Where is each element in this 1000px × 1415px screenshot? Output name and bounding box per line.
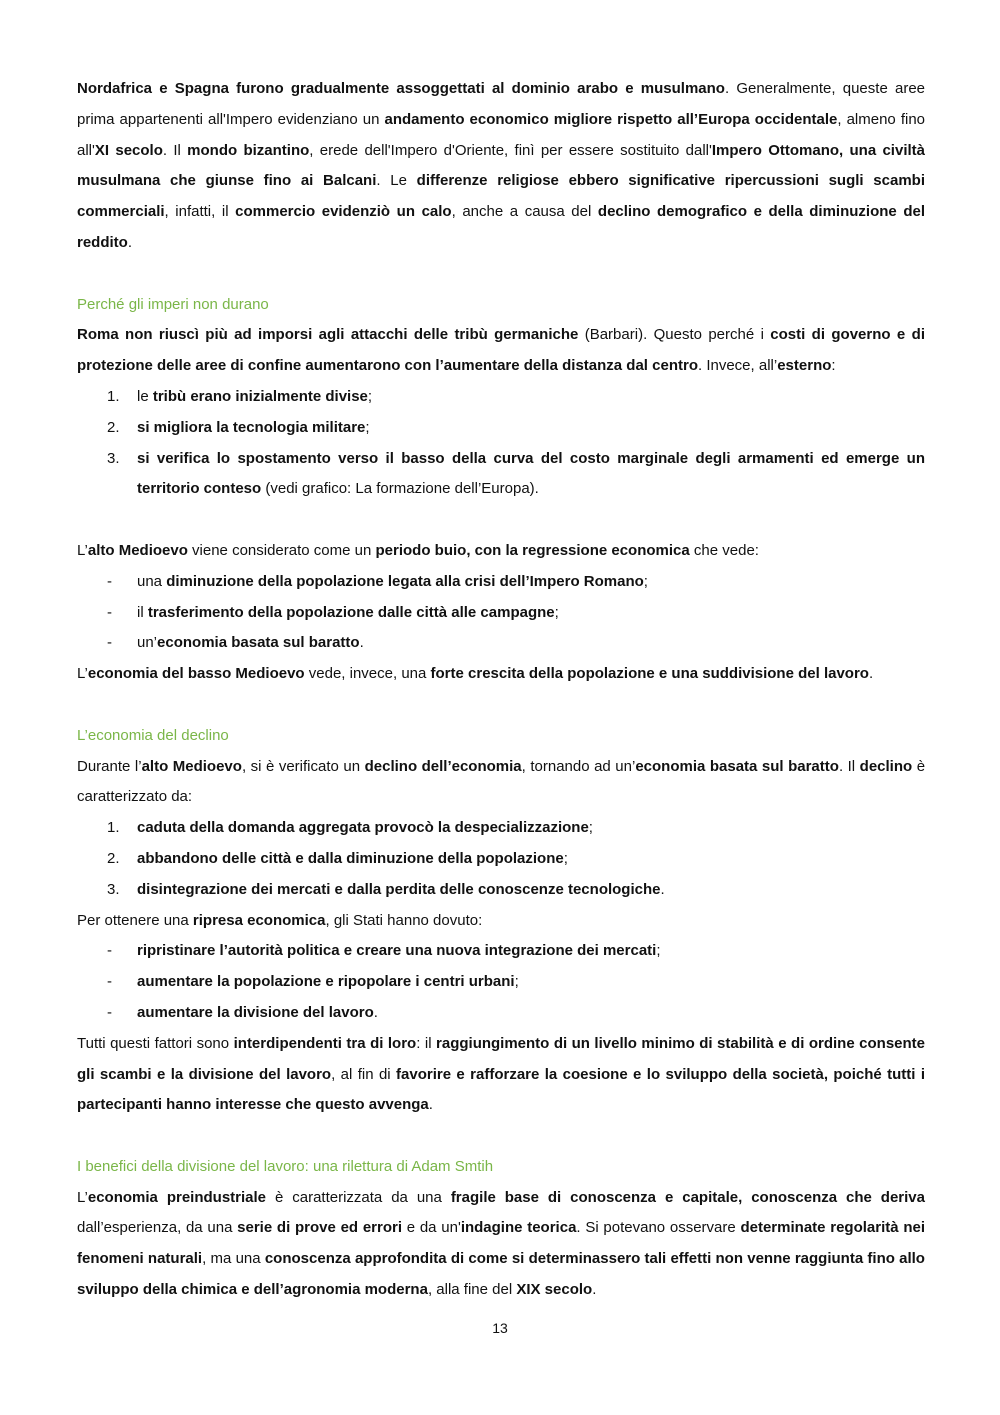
list-marker: 2. <box>107 849 120 867</box>
text-run: è caratterizzato da: <box>77 757 926 806</box>
text-run: . <box>373 1003 378 1021</box>
text-run: ; <box>656 942 661 960</box>
bold-text: indagine teorica <box>460 1219 577 1237</box>
list-marker: - <box>107 942 112 960</box>
bold-text: alto Medioevo <box>141 757 242 775</box>
bold-text: aumentare la divisione del lavoro <box>137 1003 374 1021</box>
list-item <box>77 813 925 844</box>
list-marker: - <box>107 572 112 590</box>
bold-text: Impero Ottomano, una civiltà musulmana che giunse fino ai Balcani <box>77 141 925 190</box>
text-run: . <box>428 1096 433 1114</box>
text-run: , anche a causa del <box>451 203 598 221</box>
bold-text: costi di governo e di protezione delle aree di confine aumentarono con l’aumentare della distanza dal centro <box>77 326 925 375</box>
list-marker: 1. <box>107 819 120 837</box>
document-body <box>77 74 925 1306</box>
bold-text: commercio evidenziò un calo <box>235 203 452 221</box>
list-marker: - <box>107 603 112 621</box>
bold-text: XIX secolo <box>516 1281 593 1299</box>
text-run: viene considerato come un <box>187 541 376 559</box>
text-run: . Si potevano osservare <box>576 1219 741 1237</box>
list-marker: - <box>107 634 112 652</box>
bold-text: economia basata sul baratto <box>157 634 360 652</box>
text-run: . <box>127 233 133 251</box>
text-run: che vede: <box>689 541 759 559</box>
bullet-list <box>77 936 925 1028</box>
text-run: ; <box>514 973 519 991</box>
paragraph-spacer <box>77 259 925 290</box>
bold-text: forte crescita della popolazione e una suddivisione del lavoro <box>430 665 869 683</box>
section-heading: Perché gli imperi non durano <box>77 295 269 313</box>
list-item <box>77 967 925 998</box>
bold-text: caduta della domanda aggregata provocò la despecializzazione <box>137 819 589 837</box>
bold-text: mondo bizantino <box>187 141 310 159</box>
text-run: , infatti, il <box>164 203 236 221</box>
text-run: . Generalmente, queste aree prima appartenenti all'Impero evidenziano un <box>77 80 926 128</box>
paragraph <box>77 320 925 382</box>
bold-text: declino dell’economia <box>364 757 522 775</box>
list-marker: 3. <box>107 880 120 898</box>
text-run: ; <box>367 387 373 405</box>
bold-text: abbandono delle città e dalla diminuzione della popolazione <box>137 849 564 867</box>
bold-text: economia preindustriale <box>87 1188 267 1206</box>
text-run: , si è verificato un <box>241 757 365 775</box>
text-run: (vedi grafico: La formazione dell’Europa). <box>261 480 539 498</box>
bold-text: ripresa economica <box>192 911 326 929</box>
bold-text: serie di prove ed errori <box>237 1219 403 1237</box>
bold-text: periodo buio, con la regressione economica <box>375 541 690 559</box>
text-run: , almeno fino all' <box>77 110 925 159</box>
paragraph <box>77 1183 925 1306</box>
bold-text: economia del basso Medioevo <box>87 665 305 683</box>
bold-text: raggiungimento di un livello minimo di stabilità e di ordine consente gli scambi e la divisione del lavoro <box>77 1034 926 1083</box>
section-heading: I benefici della divisione del lavoro: una rilettura di Adam Smtih <box>77 1157 494 1175</box>
bold-text: si migliora la tecnologia militare <box>137 418 366 436</box>
text-run: ; <box>563 849 568 867</box>
list-item <box>77 382 925 413</box>
text-run: ; <box>365 418 370 436</box>
text-run: , gli Stati hanno dovuto: <box>325 911 483 929</box>
text-run: e da un' <box>402 1219 461 1237</box>
bold-text: alto Medioevo <box>87 541 188 559</box>
bold-text: XI secolo <box>94 141 163 159</box>
paragraph <box>77 536 925 567</box>
text-run: Tutti questi fattori sono <box>77 1034 234 1052</box>
text-run: un’ <box>137 634 158 652</box>
list-item <box>77 444 925 506</box>
bold-text: trasferimento della popolazione dalle città alle campagne <box>147 603 555 621</box>
text-run: . <box>359 634 364 652</box>
bold-text: ripristinare l’autorità politica e creare una nuova integrazione dei mercati <box>137 942 657 960</box>
text-run: , erede dell'Impero d'Oriente, finì per essere sostituito dall' <box>309 141 712 159</box>
text-run: è caratterizzata da una <box>266 1188 451 1206</box>
bold-text: declino demografico e della diminuzione del reddito <box>77 203 925 251</box>
text-run: , alla fine del <box>427 1281 517 1299</box>
list-item <box>77 628 925 659</box>
text-run: . <box>868 665 874 683</box>
list-item <box>77 936 925 967</box>
text-run: : <box>831 357 836 375</box>
text-run: Per ottenere una <box>77 911 193 929</box>
bold-text: andamento economico migliore rispetto all’Europa occidentale <box>384 110 838 128</box>
paragraph-spacer <box>77 505 925 536</box>
bold-text: disintegrazione dei mercati e dalla perdita delle conoscenze tecnologiche <box>137 880 661 898</box>
list-item <box>77 875 925 906</box>
text-run: , ma una <box>202 1250 265 1268</box>
paragraph <box>77 659 925 690</box>
list-marker: 1. <box>107 387 120 405</box>
bold-text: Roma non riuscì più ad imporsi agli attacchi delle tribù germaniche <box>77 326 579 344</box>
text-run: Durante l’ <box>77 757 142 775</box>
text-run: (Barbari). Questo perché i <box>578 326 771 344</box>
numbered-list <box>77 813 925 905</box>
text-run: ; <box>554 603 559 621</box>
text-run: , al fin di <box>331 1065 397 1083</box>
text-run: L’ <box>77 541 88 559</box>
list-marker: 3. <box>107 449 120 467</box>
bold-text: conoscenza approfondita di come si determinassero tali effetti non venne raggiunta fino allo sviluppo della chimica e dell’agronomia moderna <box>77 1250 925 1299</box>
bold-text: favorire e rafforzare la coesione e lo sviluppo della società, poiché tutti i partecipanti hanno interesse che questo avvenga <box>77 1065 925 1114</box>
text-run: . Il <box>838 757 860 775</box>
list-marker: - <box>107 1003 112 1021</box>
paragraph <box>77 74 925 259</box>
list-marker: - <box>107 973 112 991</box>
paragraph <box>77 906 925 937</box>
text-run: L’ <box>77 665 88 683</box>
bold-text: tribù erano inizialmente divise <box>152 387 368 405</box>
text-run: L’ <box>77 1188 88 1206</box>
text-run: . <box>660 880 665 898</box>
bold-text: interdipendenti tra di loro <box>233 1034 417 1052</box>
text-run: . Il <box>162 141 188 159</box>
paragraph <box>77 752 925 814</box>
text-run: le <box>137 387 153 405</box>
paragraph <box>77 1029 925 1121</box>
bold-text: esterno <box>777 357 832 375</box>
list-item <box>77 998 925 1029</box>
bold-text: fragile base di conoscenza e capitale, conoscenza che deriva <box>450 1188 925 1206</box>
list-item <box>77 413 925 444</box>
text-run: , tornando ad un’ <box>521 757 636 775</box>
paragraph-spacer <box>77 1121 925 1152</box>
bold-text: economia basata sul baratto <box>635 757 839 775</box>
text-run: . Invece, all’ <box>697 357 778 375</box>
list-marker: 2. <box>107 418 120 436</box>
bold-text: Nordafrica e Spagna furono gradualmente assoggettati al dominio arabo e musulmano <box>77 80 725 97</box>
text-run: : il <box>416 1034 437 1052</box>
text-run: . Le <box>376 172 417 190</box>
text-run: ; <box>588 819 593 837</box>
text-run: ; <box>643 572 648 590</box>
bold-text: si verifica lo spostamento verso il basso della curva del costo marginale degli armamenti ed emerge un territorio conteso <box>137 449 925 498</box>
bold-text: aumentare la popolazione e ripopolare i centri urbani <box>137 973 515 991</box>
page-number: 13 <box>492 1320 508 1336</box>
bold-text: declino <box>859 757 913 775</box>
text-run: dall’esperienza, da una <box>77 1219 238 1237</box>
section-heading: L’economia del declino <box>77 726 229 744</box>
bullet-list <box>77 567 925 659</box>
text-run: il <box>137 603 148 621</box>
text-run: vede, invece, una <box>304 665 431 683</box>
bold-text: diminuzione della popolazione legata alla crisi dell’Impero Romano <box>166 572 644 590</box>
text-run: . <box>592 1281 597 1299</box>
bold-text: differenze religiose ebbero significative ripercussioni sugli scambi commerciali <box>77 172 925 221</box>
list-item <box>77 567 925 598</box>
numbered-list <box>77 382 925 505</box>
bold-text: determinate regolarità nei fenomeni naturali <box>77 1219 925 1268</box>
paragraph-spacer <box>77 690 925 721</box>
list-item <box>77 844 925 875</box>
text-run: una <box>137 572 167 590</box>
list-item <box>77 598 925 629</box>
